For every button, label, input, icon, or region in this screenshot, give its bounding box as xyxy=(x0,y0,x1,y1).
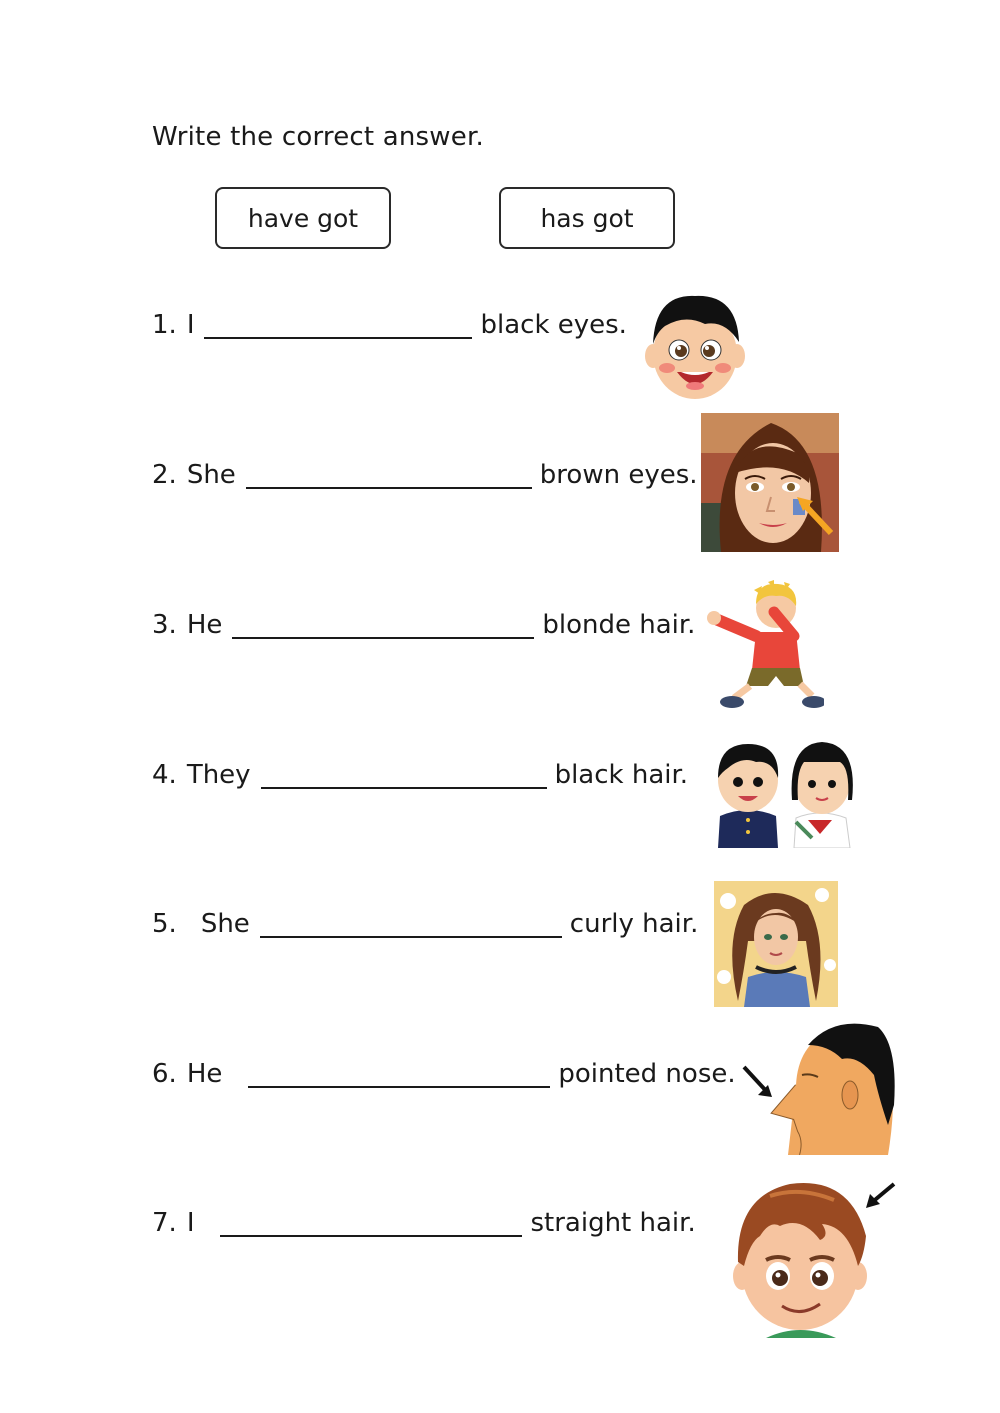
girl-curly-hair-picture xyxy=(714,881,838,1007)
exercise-line-7 xyxy=(152,1207,696,1247)
man-pointed-nose-picture xyxy=(738,1015,900,1155)
item-rest: brown eyes. xyxy=(539,460,698,490)
exercise-line-6 xyxy=(152,1058,736,1098)
word-box-have-got: have got xyxy=(215,187,391,249)
item-rest: blonde hair. xyxy=(542,610,696,640)
exercise-line-2 xyxy=(152,459,698,499)
blonde-boy-dabbing-picture xyxy=(704,578,824,710)
item-subject: He xyxy=(186,1059,223,1089)
item-subject: I xyxy=(186,310,195,340)
answer-blank[interactable] xyxy=(220,1213,522,1237)
exercise-line-3 xyxy=(152,609,695,649)
answer-blank[interactable] xyxy=(204,315,472,339)
item-number: 4. xyxy=(152,760,177,790)
item-rest: black eyes. xyxy=(480,310,627,340)
item-number: 1. xyxy=(152,310,177,340)
item-subject: She xyxy=(200,909,250,939)
item-number: 2. xyxy=(152,460,177,490)
boy-straight-hair-picture xyxy=(730,1176,900,1338)
item-number: 5. xyxy=(152,909,177,939)
exercise-line-1 xyxy=(152,309,627,349)
item-number: 3. xyxy=(152,610,177,640)
answer-blank[interactable] xyxy=(248,1064,550,1088)
item-rest: curly hair. xyxy=(569,909,699,939)
smiling-boy-face-icon xyxy=(645,284,745,409)
answer-blank[interactable] xyxy=(260,914,562,938)
item-subject: She xyxy=(186,460,236,490)
item-rest: straight hair. xyxy=(530,1208,696,1238)
answer-blank[interactable] xyxy=(246,465,532,489)
boy-and-girl-black-hair-picture xyxy=(712,738,860,848)
item-subject: I xyxy=(186,1208,195,1238)
woman-brown-eyes-picture xyxy=(701,413,839,552)
exercise-line-5 xyxy=(152,908,698,948)
item-number: 6. xyxy=(152,1059,177,1089)
item-subject: He xyxy=(186,610,223,640)
item-rest: pointed nose. xyxy=(558,1059,736,1089)
instruction-heading: Write the correct answer. xyxy=(152,122,484,152)
word-box-has-got: has got xyxy=(499,187,675,249)
exercise-line-4 xyxy=(152,759,688,799)
item-number: 7. xyxy=(152,1208,177,1238)
answer-blank[interactable] xyxy=(261,765,547,789)
answer-blank[interactable] xyxy=(232,615,534,639)
item-subject: They xyxy=(186,760,251,790)
item-rest: black hair. xyxy=(554,760,689,790)
